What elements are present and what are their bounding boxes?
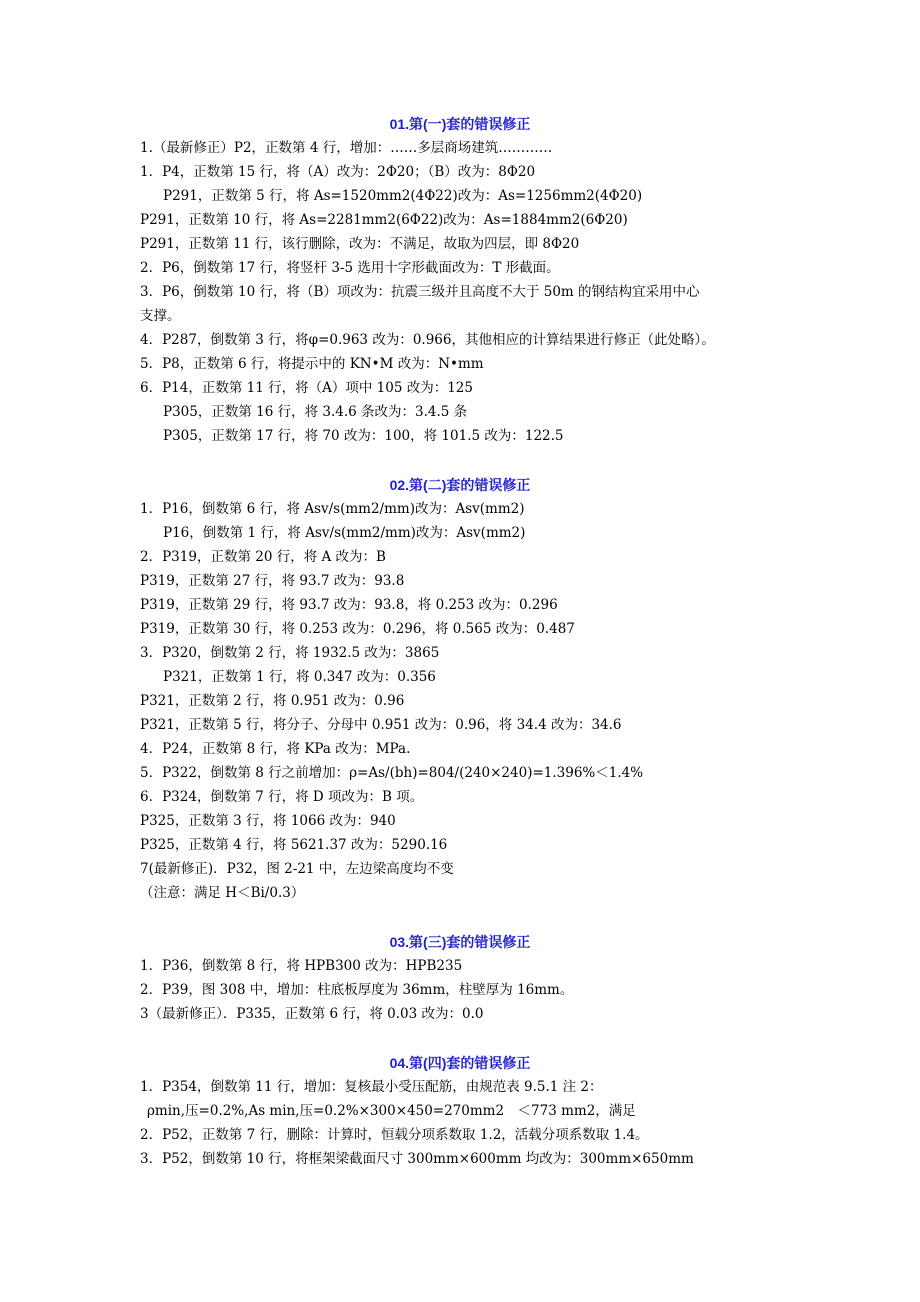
section-3-title: 03.第(三)套的错误修正 — [389, 934, 531, 950]
s1-line-2: 1．P4，正数第 15 行，将（A）改为：2Φ20；（B）改为：8Φ20 — [140, 164, 536, 180]
s2-line-13: 6．P324，倒数第 7 行，将 D 项改为：B 项。 — [140, 789, 424, 805]
s2-line-17: （注意：满足 H＜Bi/0.3） — [140, 885, 305, 901]
s4-line-2: ρmin,压=0.2%,As min,压=0.2%×300×450=270mm2 ＜773 mm2，满足 — [147, 1103, 636, 1119]
s4-line-3: 2．P52，正数第 7 行，删除：计算时，恒载分项系数取 1.2，活载分项系数取 1.4。 — [140, 1127, 649, 1143]
s1-line-5: P291，正数第 11 行，该行删除，改为：不满足，故取为四层，即 8Φ20 — [140, 236, 580, 252]
s2-line-7: 3．P320，倒数第 2 行，将 1932.5 改为：3865 — [140, 645, 440, 661]
s3-line-1: 1．P36，倒数第 8 行，将 HPB300 改为：HPB235 — [140, 958, 463, 974]
s4-line-4: 3．P52，倒数第 10 行，将框架梁截面尺寸 300mm×600mm 均改为：300mm×650mm — [140, 1151, 694, 1167]
s2-line-1: 1．P16，倒数第 6 行，将 Asv/s(mm2/mm)改为：Asv(mm2) — [140, 501, 525, 517]
s1-line-3: P291，正数第 5 行，将 As=1520mm2(4Φ22)改为：As=1256mm2(4Φ20) — [163, 188, 643, 204]
s1-line-10: 5．P8，正数第 6 行，将提示中的 KN•M 改为：N•mm — [140, 356, 484, 372]
s2-line-14: P325，正数第 3 行，将 1066 改为：940 — [140, 813, 396, 829]
s2-line-8: P321，正数第 1 行，将 0.347 改为：0.356 — [163, 669, 436, 685]
s2-line-6: P319，正数第 30 行，将 0.253 改为：0.296，将 0.565 改为：0.487 — [140, 621, 575, 637]
s2-line-10: P321，正数第 5 行，将分子、分母中 0.951 改为：0.96，将 34.4 改为：34.6 — [140, 717, 622, 733]
s4-line-1: 1．P354，倒数第 11 行，增加：复核最小受压配筋，由规范表 9.5.1 注 2： — [140, 1079, 603, 1095]
s2-line-9: P321，正数第 2 行，将 0.951 改为：0.96 — [140, 693, 405, 709]
section-1-title: 01.第(一)套的错误修正 — [389, 116, 531, 132]
s1-line-1: 1.（最新修正）P2，正数第 4 行，增加：……多层商场建筑………… — [140, 140, 553, 156]
section-2-title: 02.第(二)套的错误修正 — [389, 477, 531, 493]
s2-line-2: P16，倒数第 1 行，将 Asv/s(mm2/mm)改为：Asv(mm2) — [163, 525, 526, 541]
s1-line-11: 6．P14，正数第 11 行，将（A）项中 105 改为：125 — [140, 380, 473, 396]
s1-line-13: P305，正数第 17 行，将 70 改为：100，将 101.5 改为：122.5 — [163, 428, 564, 444]
s1-line-7: 3．P6，倒数第 10 行，将（B）项改为：抗震三级并且高度不大于 50m 的钢结构宜采用中心 — [140, 284, 700, 300]
s1-line-4: P291，正数第 10 行，将 As=2281mm2(6Φ22)改为：As=1884mm2(6Φ20) — [140, 212, 628, 228]
s2-line-12: 5．P322，倒数第 8 行之前增加：ρ=As/(bh)=804/(240×240)=1.396%＜1.4% — [140, 765, 644, 781]
s1-line-6: 2．P6，倒数第 17 行，将竖杆 3-5 选用十字形截面改为：T 形截面。 — [140, 260, 560, 276]
s1-line-8: 支撑。 — [140, 308, 181, 324]
section-4-title: 04.第(四)套的错误修正 — [389, 1055, 531, 1071]
s3-line-2: 2．P39，图 308 中，增加：柱底板厚度为 36mm，柱壁厚为 16mm。 — [140, 982, 574, 998]
s1-line-12: P305，正数第 16 行，将 3.4.6 条改为：3.4.5 条 — [163, 404, 468, 420]
s1-line-9: 4．P287，倒数第 3 行，将φ=0.963 改为：0.966，其他相应的计算结果进行修正（此处略）。 — [140, 332, 715, 348]
s2-line-11: 4．P24，正数第 8 行，将 KPa 改为：MPa. — [140, 741, 411, 757]
s2-line-16: 7(最新修正)．P32，图 2-21 中，左边梁高度均不变 — [140, 861, 454, 877]
s2-line-5: P319，正数第 29 行，将 93.7 改为：93.8，将 0.253 改为：0.296 — [140, 597, 558, 613]
s2-line-4: P319，正数第 27 行，将 93.7 改为：93.8 — [140, 573, 405, 589]
s3-line-3: 3（最新修正）．P335，正数第 6 行，将 0.03 改为：0.0 — [140, 1006, 484, 1022]
s2-line-15: P325，正数第 4 行，将 5621.37 改为：5290.16 — [140, 837, 448, 853]
s2-line-3: 2．P319，正数第 20 行，将 A 改为：B — [140, 549, 386, 565]
